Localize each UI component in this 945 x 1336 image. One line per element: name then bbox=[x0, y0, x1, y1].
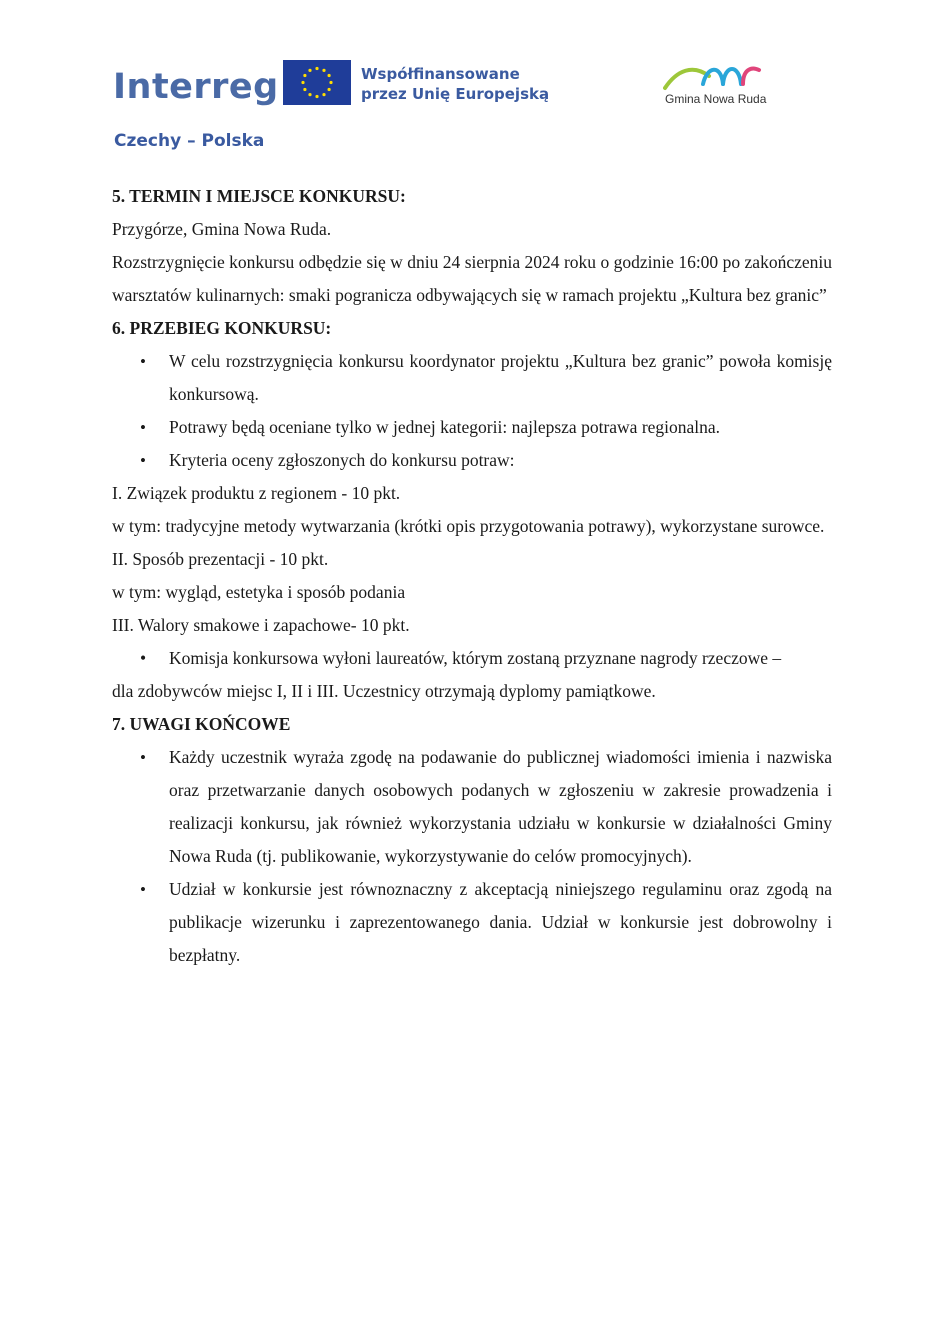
criterion-1-detail: w tym: tradycyjne metody wytwarzania (krótki opis przygotowania potrawy), wykorzystane surowce. bbox=[112, 516, 825, 536]
eu-text-line2: przez Unię Europejską bbox=[361, 85, 550, 103]
eu-text-line1: Współfinansowane bbox=[361, 65, 520, 83]
eu-flag-icon bbox=[283, 60, 351, 105]
section-5-resolution: Rozstrzygnięcie konkursu odbędzie się w dniu 24 sierpnia 2024 roku o godzinie 16:00 po zakończeniu warsztatów kulinarnych: smaki pogranicza odbywających się w ramach projektu „Kultura bez granic” bbox=[112, 252, 832, 305]
section-6-heading: 6. PRZEBIEG KONKURSU: bbox=[112, 318, 332, 338]
bullet-icon: • bbox=[140, 648, 147, 668]
page-header bbox=[0, 0, 945, 170]
section-5-place: Przygórze, Gmina Nowa Ruda. bbox=[112, 219, 332, 239]
region-label: Czechy – Polska bbox=[114, 131, 265, 151]
section-6-bullets bbox=[112, 345, 832, 477]
criterion-2: II. Sposób prezentacji - 10 pkt. bbox=[112, 549, 329, 569]
criterion-2-detail: w tym: wygląd, estetyka i sposób podania bbox=[112, 582, 406, 602]
section-5-heading: 5. TERMIN I MIEJSCE KONKURSU: bbox=[112, 186, 406, 206]
commission-line2: dla zdobywców miejsc I, II i III. Uczestnicy otrzymają dyplomy pamiątkowe. bbox=[112, 681, 656, 701]
list-item: • Potrawy będą oceniane tylko w jednej kategorii: najlepsza potrawa regionalna. bbox=[112, 411, 832, 444]
criterion-3: III. Walory smakowe i zapachowe- 10 pkt. bbox=[112, 615, 410, 635]
commission-bullet bbox=[112, 642, 832, 675]
section-7-heading: 7. UWAGI KOŃCOWE bbox=[112, 714, 291, 734]
commission-line1: Komisja konkursowa wyłoni laureatów, którym zostaną przyznane nagrody rzeczowe – bbox=[169, 648, 782, 668]
list-item: • W celu rozstrzygnięcia konkursu koordynator projektu „Kultura bez granic” powoła komisję konkursową. bbox=[112, 345, 832, 411]
document-body bbox=[112, 180, 832, 972]
gmina-logo-icon bbox=[663, 60, 763, 92]
criterion-1: I. Związek produktu z regionem - 10 pkt. bbox=[112, 483, 401, 503]
gmina-logo-text: Gmina Nowa Ruda bbox=[665, 92, 767, 106]
interreg-logo-text: Interreg bbox=[113, 67, 279, 107]
list-item: • Każdy uczestnik wyraża zgodę na podawanie do publicznej wiadomości imienia i nazwiska oraz przetwarzanie danych osobowych podanych w zgłoszeniu w zakresie prowadzenia i realizacji konkursu, jak również wykorzystania udziału w konkursie w działalności Gminy Nowa Ruda (tj. publikowanie, wykorzystywanie do celów promocyjnych). bbox=[112, 741, 832, 873]
list-item: • Kryteria oceny zgłoszonych do konkursu potraw: bbox=[112, 444, 832, 477]
list-item: • Udział w konkursie jest równoznaczny z akceptacją niniejszego regulaminu oraz zgodą na publikacje wizerunku i zaprezentowanego dania. Udział w konkursie jest dobrowolny i bezpłatny. bbox=[112, 873, 832, 972]
section-7-bullets bbox=[112, 741, 832, 972]
eu-cofinancing-text bbox=[361, 64, 549, 104]
